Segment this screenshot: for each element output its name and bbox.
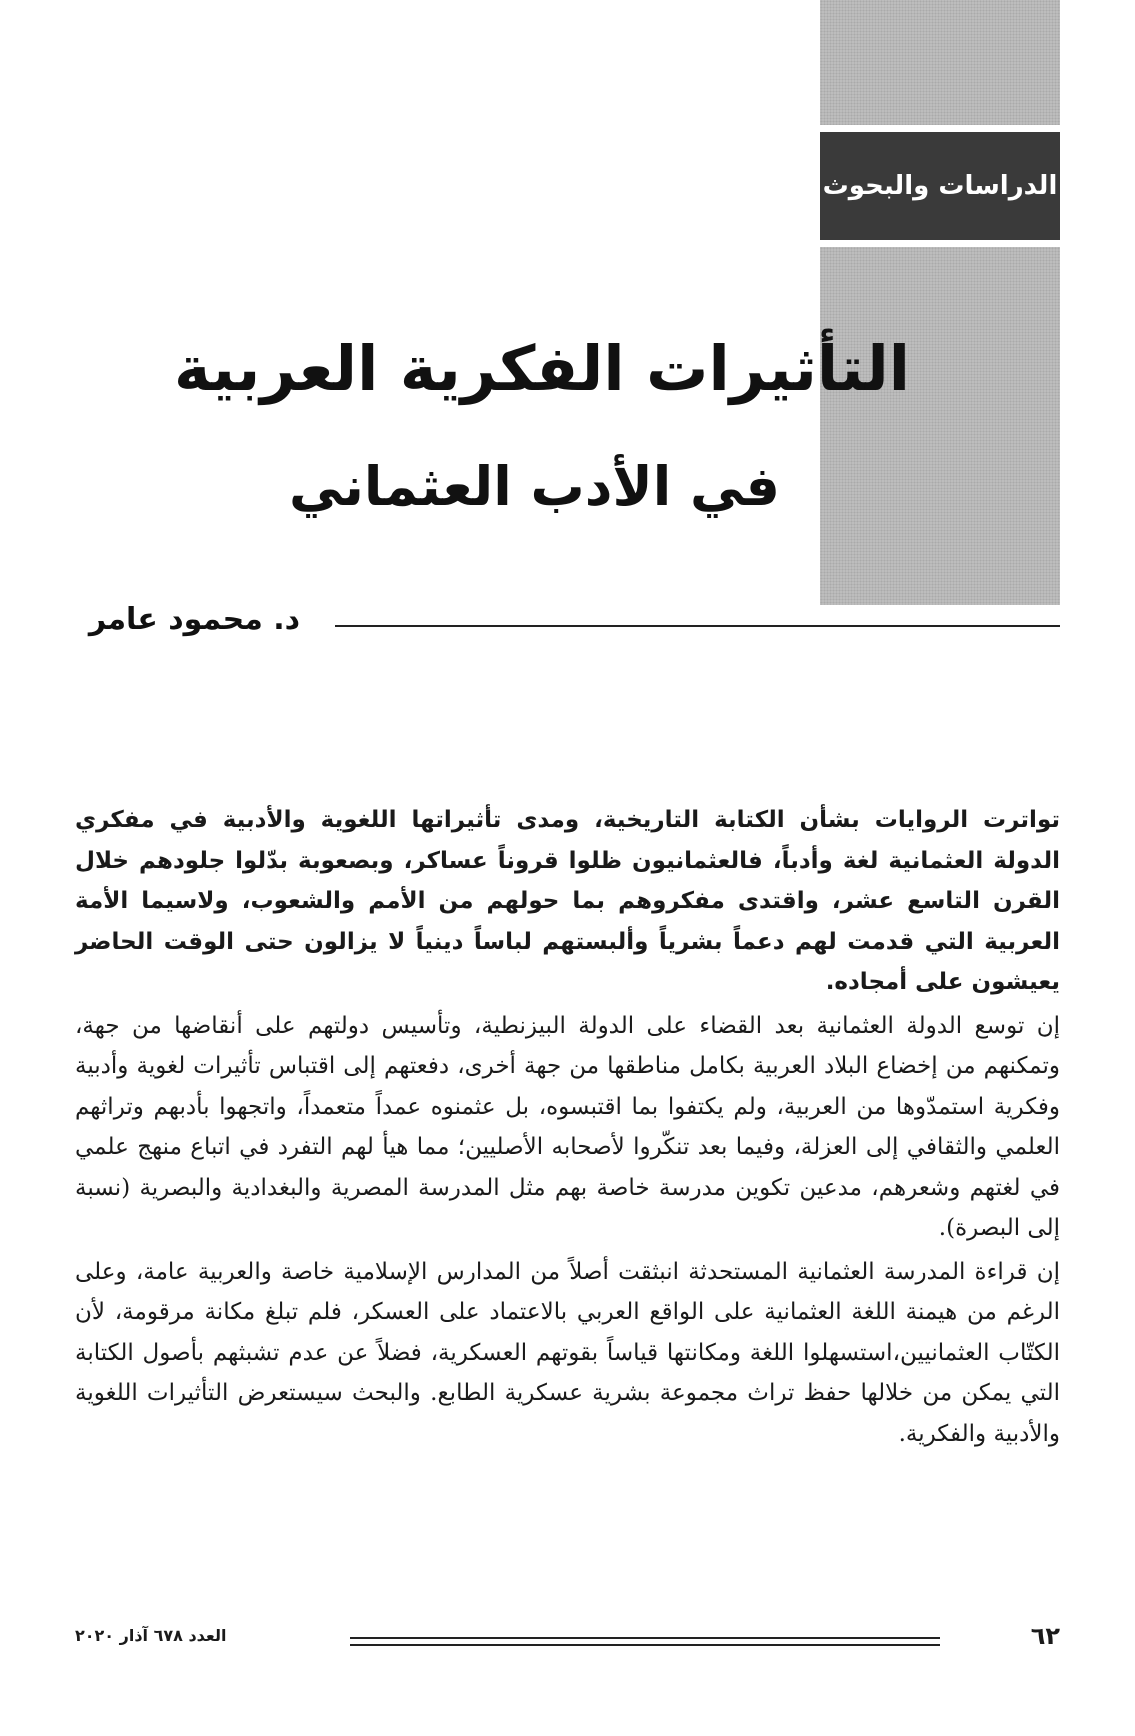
section-banner — [820, 132, 1060, 240]
article-title: التأثيرات الفكرية العربية — [174, 332, 910, 405]
decorative-gray-block-top — [820, 0, 1060, 125]
footer-divider — [350, 1637, 940, 1646]
intro-paragraph: تواترت الروايات بشأن الكتابة التاريخية، ومدى تأثيراتها اللغوية والأدبية في مفكري الدولة العثمانية لغة وأدباً، فالعثمانيون ظلوا قروناً عساكر، وبصعوبة بدّلوا جلودهم خلال القرن التاسع عشر، واقتدى مفكروهم بما حولهم من الأمم والشعوب، ولاسيما الأمة العربية التي قدمت لهم دعماً بشرياً وألبستهم لباساً دينياً لا يزالون حتى الوقت الحاضر يعيشون على أمجاده. — [75, 807, 1060, 995]
page-number: ٦٢ — [1030, 1622, 1060, 1650]
body-paragraph: إن قراءة المدرسة العثمانية المستحدثة انبثقت أصلاً من المدارس الإسلامية خاصة والعربية عامة، وعلى الرغم من هيمنة اللغة العثمانية على الواقع العربي بالاعتماد على العسكر، فلم تبلغ مكانة مرقومة، لأن الكتّاب العثمانيين،استسهلوا اللغة ومكانتها قياساً بقوتهم العسكرية، فضلاً عن عدم تشبثهم بأصول الكتابة التي يمكن من خلالها حفظ تراث مجموعة بشرية عسكرية الطابع. والبحث سيستعرض التأثيرات اللغوية والأدبية والفكرية. — [75, 1258, 1060, 1447]
author-name: د. محمود عامر — [88, 602, 300, 637]
section-label: الدراسات والبحوث — [822, 171, 1058, 201]
article-subtitle: في الأدب العثماني — [289, 455, 780, 518]
issue-info: العدد ٦٧٨ آذار ٢٠٢٠ — [75, 1626, 227, 1645]
article-body — [75, 800, 1060, 1454]
author-divider — [335, 625, 1060, 627]
decorative-gray-block-bottom — [820, 247, 1060, 605]
body-paragraph: إن توسع الدولة العثمانية بعد القضاء على الدولة البيزنطية، وتأسيس دولتهم على أنقاضها من جهة، وتمكنهم من إخضاع البلاد العربية بكامل مناطقها من جهة أخرى، دفعتهم إلى اقتباس تأثيرات لغوية وأدبية وفكرية استمدّوها من العربية، ولم يكتفوا بما اقتبسوه، بل عثمنوه عمداً متعمداً، واتجهوا بأدبهم وتراثهم العلمي والثقافي إلى العزلة، وفيما بعد تنكّروا لأصحابه الأصليين؛ مما هيأ لهم التفرد في اتباع منهج علمي في لغتهم وشعرهم، مدعين تكوين مدرسة خاصة بهم مثل المدرسة المصرية والبغدادية والبصرية (نسبة إلى البصرة). — [75, 1012, 1060, 1241]
